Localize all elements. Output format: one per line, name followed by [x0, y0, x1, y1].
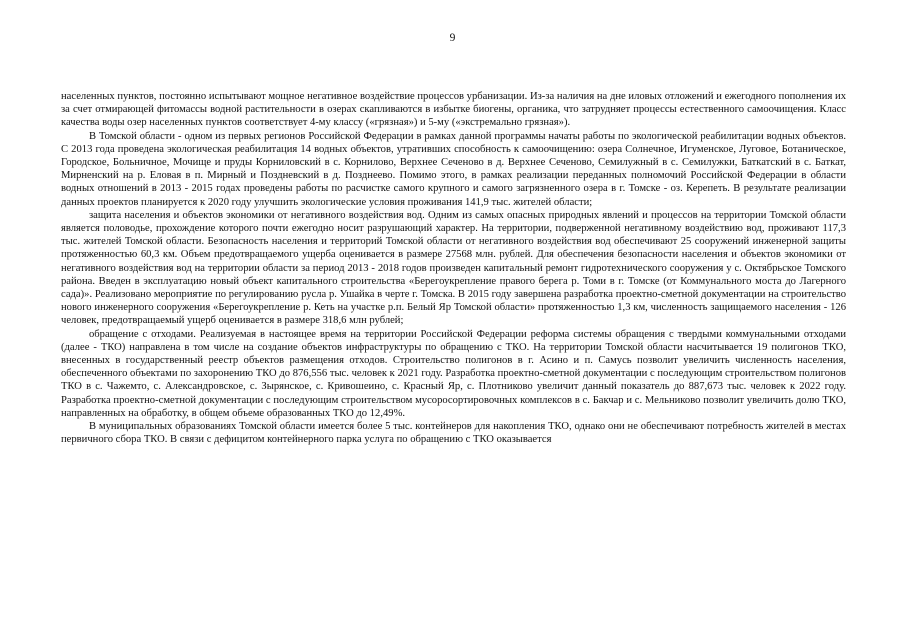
paragraph-containers: В муниципальных образованиях Томской области имеется более 5 тыс. контейнеров для накопления ТКО, однако они не обеспечивают потребность жителей в местах первичного сбора ТКО. В связи с дефицитом контейнерного парка услуга по обращению с ТКО оказывается	[61, 421, 846, 446]
document-body	[61, 90, 846, 446]
paragraph-flood-protection: защита населения и объектов экономики от негативного воздействия вод. Одним из самых опасных природных явлений и процессов на территории Томской области является половодье, прохождение которого почти ежегодно носит разрушающий характер. На территории, подверженной негативному воздействию вод, проживают 117,3 тыс. жителей Томской области. Безопасность населения и территорий Томской области от негативного воздействия вод обеспечивают 25 сооружений инженерной защиты протяженностью 60,3 км. Объем предотвращаемого ущерба оценивается в размере 27568 млн. рублей. Для обеспечения безопасности населения и объектов экономики от негативного воздействия вод на территории области за период 2013 - 2018 годов произведен капитальный ремонт гидротехнического сооружения у с. Октябрьское Томского района. Введен в эксплуатацию новый объект капитального строительства «Берегоукрепление правого берега р. Томи в г. Томске (от Коммунального моста до Лагерного сада)». Реализовано мероприятие по регулированию русла р. Ушайка в черте г. Томска. В 2015 году завершена разработка проектно-сметной документации на строительство нового инженерного сооружения «Берегоукрепление р. Кеть на участке р.п. Белый Яр Томской области» протяженностью 1,3 км, численность защищаемого населения - 126 человек, предотвращаемый ущерб оценивается в размере 318,6 млн рублей;	[61, 209, 846, 327]
paragraph-water-rehabilitation: В Томской области - одном из первых регионов Российской Федерации в рамках данной программы начаты работы по экологической реабилитации водных объектов. С 2013 года проведена экологическая реабилитация 14 водных объектов, утративших способность к самоочищению: озера Солнечное, Игуменское, Луговое, Ботаническое, Городское, Больничное, Мочище и пруды Корниловский в с. Корнилово, Верхнее Сеченово в д. Верхнее Сеченово, Семилужный в с. Семилужки, Баткатский в с. Баткат, Мирненский на р. Еловая в п. Мирный и Поздневский в д. Позднеево. Помимо этого, в рамках реализации переданных полномочий Российской Федерации в области водных отношений в 2013 - 2015 годах проведены работы по расчистке самого крупного и самого загрязненного озера в г. Томске - оз. Керепеть. В результате реализации данных проектов планируется к 2020 году улучшить экологические условия проживания 141,9 тыс. жителей области;	[61, 130, 846, 208]
paragraph-waste-management: обращение с отходами. Реализуемая в настоящее время на территории Российской Федерации реформа системы обращения с твердыми коммунальными отходами (далее - ТКО) направлена в том числе на создание объектов инфраструктуры по обращению с ТКО. На территории Томской области насчитывается 19 полигонов ТКО, внесенных в государственный реестр объектов размещения отходов. Строительство полигонов в г. Асино и п. Самусь позволит увеличить численность населения, обеспеченного объектами по захоронению ТКО до 876,556 тыс. человек к 2021 году. Разработка проектно-сметной документации с последующим строительством полигонов ТКО в с. Чажемто, с. Александровское, с. Зырянское, с. Кривошеино, с. Красный Яр, с. Плотниково увеличит данный показатель до 887,673 тыс. человек к 2022 году. Разработка проектно-сметной документации с последующим строительством мусоросортировочных комплексов в с. Бакчар и с. Мельниково позволит увеличить долю ТКО, направленных на обработку, в общем объеме образованных ТКО до 12,49%.	[61, 328, 846, 419]
page-number: 9	[449, 32, 456, 44]
paragraph-continuation: населенных пунктов, постоянно испытывают мощное негативное воздействие процессов урбанизации. Из-за наличия на дне иловых отложений и ежегодного пополнения их за счет отмирающей фитомассы водной растительности в озерах скапливаются в избытке биогены, органика, что затрудняет процессы естественного самоочищения. Класс качества воды озер населенных пунктов соответствует 4-му классу («грязная») и 5-му («экстремально грязная»).	[61, 91, 846, 129]
